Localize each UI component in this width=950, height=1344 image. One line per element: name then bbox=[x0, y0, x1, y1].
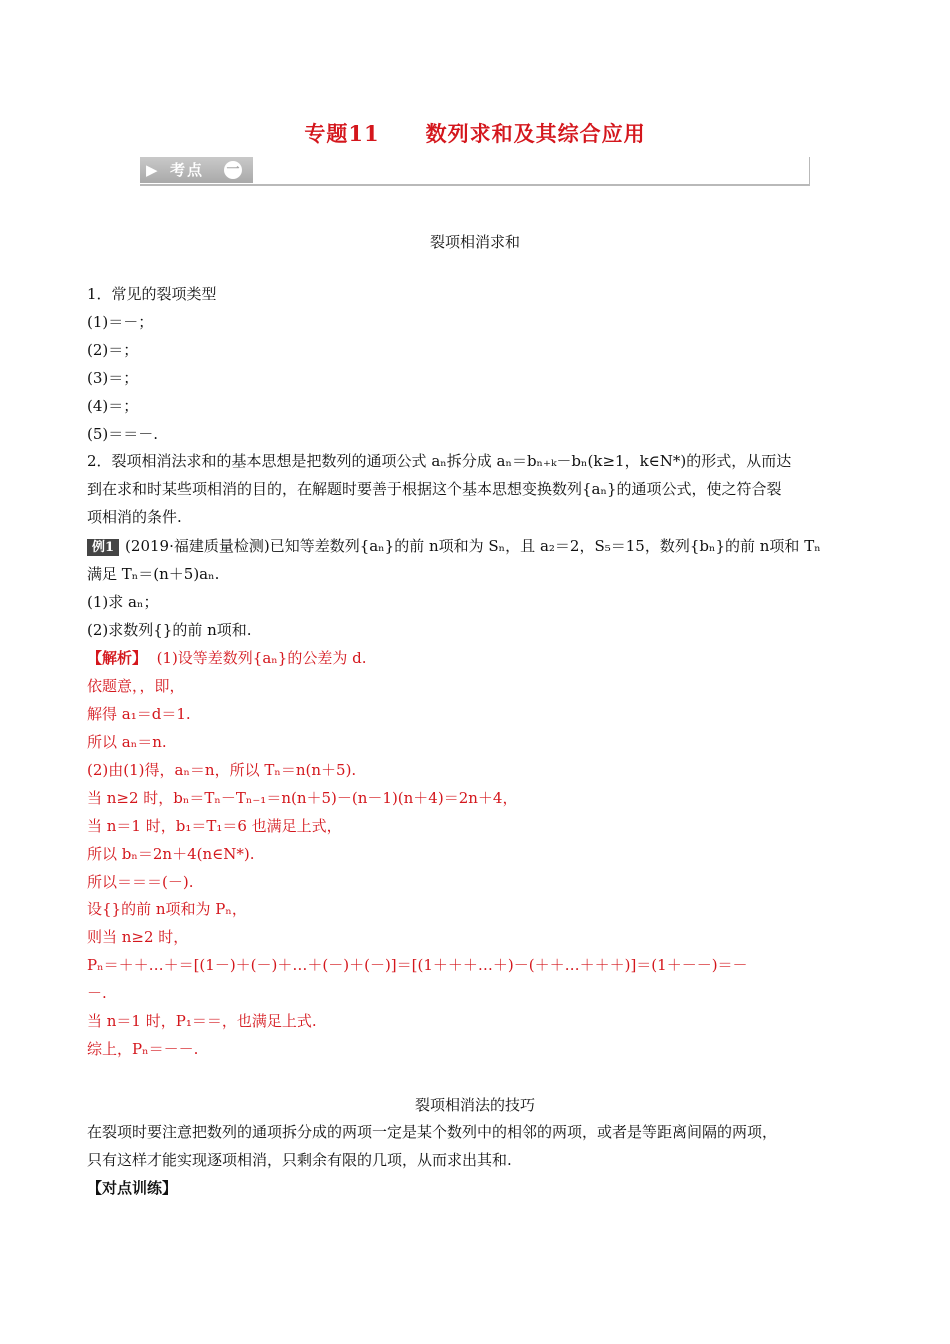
solution-line: －. bbox=[87, 984, 107, 1002]
solution-line: (2)由(1)得，aₙ＝n，所以 Tₙ＝n(n＋5). bbox=[87, 761, 357, 779]
example-line bbox=[87, 536, 867, 556]
text-line: (1)＝－； bbox=[87, 313, 154, 331]
solution-label: 【解析】 bbox=[87, 649, 148, 667]
question-2: (2)求数列{}的前 n项和. bbox=[87, 621, 252, 639]
solution-line: 设{}的前 n项和为 Pₙ， bbox=[87, 900, 247, 918]
example-badge: 例1 bbox=[87, 539, 119, 556]
solution-line: 解得 a₁＝d＝1. bbox=[87, 705, 191, 723]
solution-line: 依题意，，即， bbox=[87, 677, 185, 695]
solution-line: 所以 aₙ＝n. bbox=[87, 733, 167, 751]
example-text: (2019·福建质量检测)已知等差数列{aₙ}的前 n项和为 Sₙ，且 a₂＝2，S₅＝15，数列{bₙ}的前 n项和 Tₙ bbox=[125, 537, 821, 555]
solution-line: 则当 n≥2 时， bbox=[87, 928, 189, 946]
text-line: (2)＝； bbox=[87, 341, 139, 359]
section-heading: 裂项相消法的技巧 bbox=[414, 1096, 535, 1114]
title-topic-name: 数列求和及其综合应用 bbox=[425, 121, 646, 146]
text-line: 到在求和时某些项相消的目的，在解题时要善于根据这个基本思想变换数列{aₙ}的通项公式，使之符合裂 bbox=[87, 480, 782, 498]
play-arrow-icon: ▶ bbox=[146, 161, 158, 179]
question-1: (1)求 aₙ； bbox=[87, 593, 159, 611]
text-line: (4)＝； bbox=[87, 397, 139, 415]
solution-text: (1)设等差数列{aₙ}的公差为 d. bbox=[156, 649, 367, 667]
solution-line: 当 n＝1 时，b₁＝T₁＝6 也满足上式， bbox=[87, 817, 342, 835]
text-line: 项相消的条件. bbox=[87, 508, 182, 526]
kaodian-bar bbox=[140, 157, 810, 186]
solution-line: Pₙ＝＋＋…＋＝[(1－)＋(－)＋…＋(－)＋(－)]＝[(1＋＋＋…＋)－(＋＋…＋＋＋)]＝(1＋－－)＝－ bbox=[87, 956, 748, 974]
solution-line: 当 n≥2 时，bₙ＝Tₙ－Tₙ₋₁＝n(n＋5)－(n－1)(n＋4)＝2n＋4， bbox=[87, 789, 518, 807]
section-heading: 裂项相消求和 bbox=[429, 233, 520, 251]
title-topic-number: 专题11 bbox=[304, 121, 380, 146]
kaodian-number-badge: 一 bbox=[224, 161, 242, 179]
text-line: 在裂项时要注意把数列的通项拆分成的两项一定是某个数列中的相邻的两项，或者是等距离间隔的两项， bbox=[87, 1123, 778, 1141]
text-line: 2．裂项相消法求和的基本思想是把数列的通项公式 aₙ拆分成 aₙ＝bₙ₊ₖ－bₙ(k≥1，k∈N*)的形式，从而达 bbox=[87, 452, 792, 470]
kaodian-tag bbox=[140, 157, 253, 183]
kaodian-label: 考点 bbox=[170, 161, 205, 179]
text-line: (3)＝； bbox=[87, 369, 139, 387]
solution-line: 综上，Pₙ＝－－. bbox=[87, 1040, 199, 1058]
page-title bbox=[0, 118, 950, 148]
solution-line: 所以＝＝＝(－). bbox=[87, 873, 194, 891]
text-line: 只有这样才能实现逐项相消，只剩余有限的几项，从而求出其和. bbox=[87, 1151, 512, 1169]
solution-line: 所以 bₙ＝2n＋4(n∈N*). bbox=[87, 845, 255, 863]
training-label: 【对点训练】 bbox=[87, 1179, 178, 1197]
text-line: (5)＝＝－. bbox=[87, 425, 159, 443]
solution-line: 当 n＝1 时，P₁＝＝，也满足上式. bbox=[87, 1012, 317, 1030]
example-line: 满足 Tₙ＝(n＋5)aₙ. bbox=[87, 565, 220, 583]
solution-line bbox=[87, 648, 867, 668]
text-line: 1．常见的裂项类型 bbox=[87, 285, 217, 303]
